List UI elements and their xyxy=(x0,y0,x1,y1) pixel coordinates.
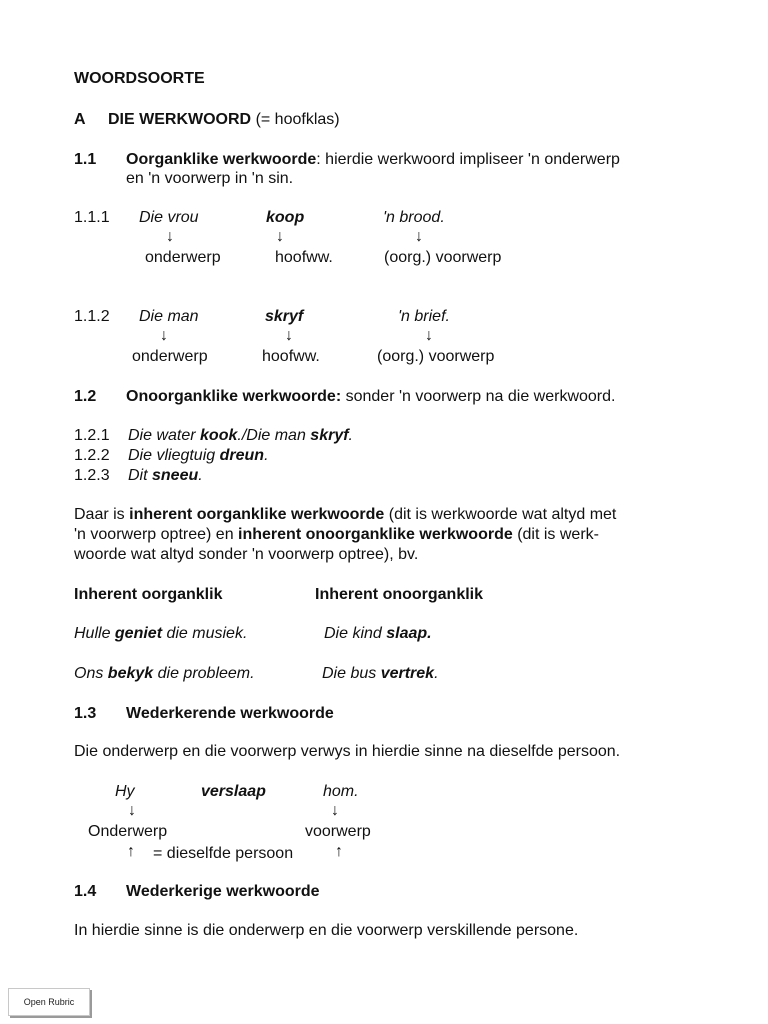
example-1-1-2-verb: skryf xyxy=(265,308,304,325)
intransitive-example-2: Die bus vertrek. xyxy=(322,665,439,682)
section-1-4-number: 1.4 xyxy=(74,883,97,900)
arrow-down-icon: ↓ xyxy=(331,802,339,819)
section-1-4-text: In hierdie sinne is die onderwerp en die voorwerp verskillende persone. xyxy=(74,922,579,939)
example-1-3-object: hom. xyxy=(323,783,359,800)
example-1-1-1-object: 'n brood. xyxy=(383,209,445,226)
example-1-3-label-object: voorwerp xyxy=(305,823,371,840)
section-1-3-number: 1.3 xyxy=(74,705,97,722)
arrow-down-icon: ↓ xyxy=(285,327,293,344)
paragraph-line2: 'n voorwerp optree) en inherent onoorganklike werkwoorde (dit is werk- xyxy=(74,526,599,543)
example-1-3-label-subject: Onderwerp xyxy=(88,823,168,840)
arrow-up-icon: ↑ xyxy=(335,843,343,860)
example-1-1-2-subject: Die man xyxy=(139,308,199,325)
section-1-1-line2: en 'n voorwerp in 'n sin. xyxy=(126,170,294,187)
example-1-2-3-number: 1.2.3 xyxy=(74,467,110,484)
example-1-2-2: Die vliegtuig dreun. xyxy=(128,447,269,464)
arrow-down-icon: ↓ xyxy=(160,327,168,344)
page-title: WOORDSOORTE xyxy=(74,70,205,87)
example-1-1-2-number: 1.1.2 xyxy=(74,308,110,325)
intransitive-example-1: Die kind slaap. xyxy=(324,625,432,642)
example-1-1-2-label-object: (oorg.) voorwerp xyxy=(377,348,495,365)
section-a-heading: DIE WERKWOORD (= hoofklas) xyxy=(108,111,340,128)
example-1-2-1: Die water kook./Die man skryf. xyxy=(128,427,353,444)
arrow-down-icon: ↓ xyxy=(128,802,136,819)
section-1-3-text: Die onderwerp en die voorwerp verwys in hierdie sinne na dieselfde persoon. xyxy=(74,743,621,760)
example-1-3-subject: Hy xyxy=(115,783,135,800)
column-heading-transitive: Inherent oorganklik xyxy=(74,586,223,603)
example-1-1-1-label-object: (oorg.) voorwerp xyxy=(384,249,502,266)
example-1-1-1-number: 1.1.1 xyxy=(74,209,110,226)
example-1-2-2-number: 1.2.2 xyxy=(74,447,110,464)
section-a-letter: A xyxy=(74,111,86,128)
example-1-1-2-label-subject: onderwerp xyxy=(132,348,208,365)
arrow-down-icon: ↓ xyxy=(166,228,174,245)
section-1-3-heading: Wederkerende werkwoorde xyxy=(126,705,334,722)
arrow-down-icon: ↓ xyxy=(415,228,423,245)
paragraph-line1: Daar is inherent oorganklike werkwoorde (dit is werkwoorde wat altyd met xyxy=(74,506,617,523)
section-1-4-heading: Wederkerige werkwoorde xyxy=(126,883,320,900)
open-rubric-button[interactable]: Open Rubric xyxy=(8,988,90,1016)
arrow-up-icon: ↑ xyxy=(127,843,135,860)
example-1-1-1-subject: Die vrou xyxy=(139,209,199,226)
example-1-1-1-label-verb: hoofww. xyxy=(275,249,333,266)
example-1-1-2-label-verb: hoofww. xyxy=(262,348,320,365)
section-1-1-line1: Oorganklike werkwoorde: hierdie werkwoord impliseer 'n onderwerp xyxy=(126,151,620,168)
section-1-1-number: 1.1 xyxy=(74,151,97,168)
example-1-1-1-verb: koop xyxy=(266,209,305,226)
example-1-2-3: Dit sneeu. xyxy=(128,467,203,484)
example-1-2-1-number: 1.2.1 xyxy=(74,427,110,444)
example-1-3-verb: verslaap xyxy=(201,783,266,800)
example-1-1-1-label-subject: onderwerp xyxy=(145,249,221,266)
section-1-2-line: Onoorganklike werkwoorde: sonder 'n voorwerp na die werkwoord. xyxy=(126,388,616,405)
arrow-down-icon: ↓ xyxy=(276,228,284,245)
example-1-3-same-person: = dieselfde persoon xyxy=(153,845,294,862)
example-1-1-2-object: 'n brief. xyxy=(398,308,450,325)
paragraph-line3: woorde wat altyd sonder 'n voorwerp optree), bv. xyxy=(74,546,419,563)
arrow-down-icon: ↓ xyxy=(425,327,433,344)
column-heading-intransitive: Inherent onoorganklik xyxy=(315,586,484,603)
section-1-2-number: 1.2 xyxy=(74,388,97,405)
transitive-example-1: Hulle geniet die musiek. xyxy=(74,625,248,642)
transitive-example-2: Ons bekyk die probleem. xyxy=(74,665,255,682)
